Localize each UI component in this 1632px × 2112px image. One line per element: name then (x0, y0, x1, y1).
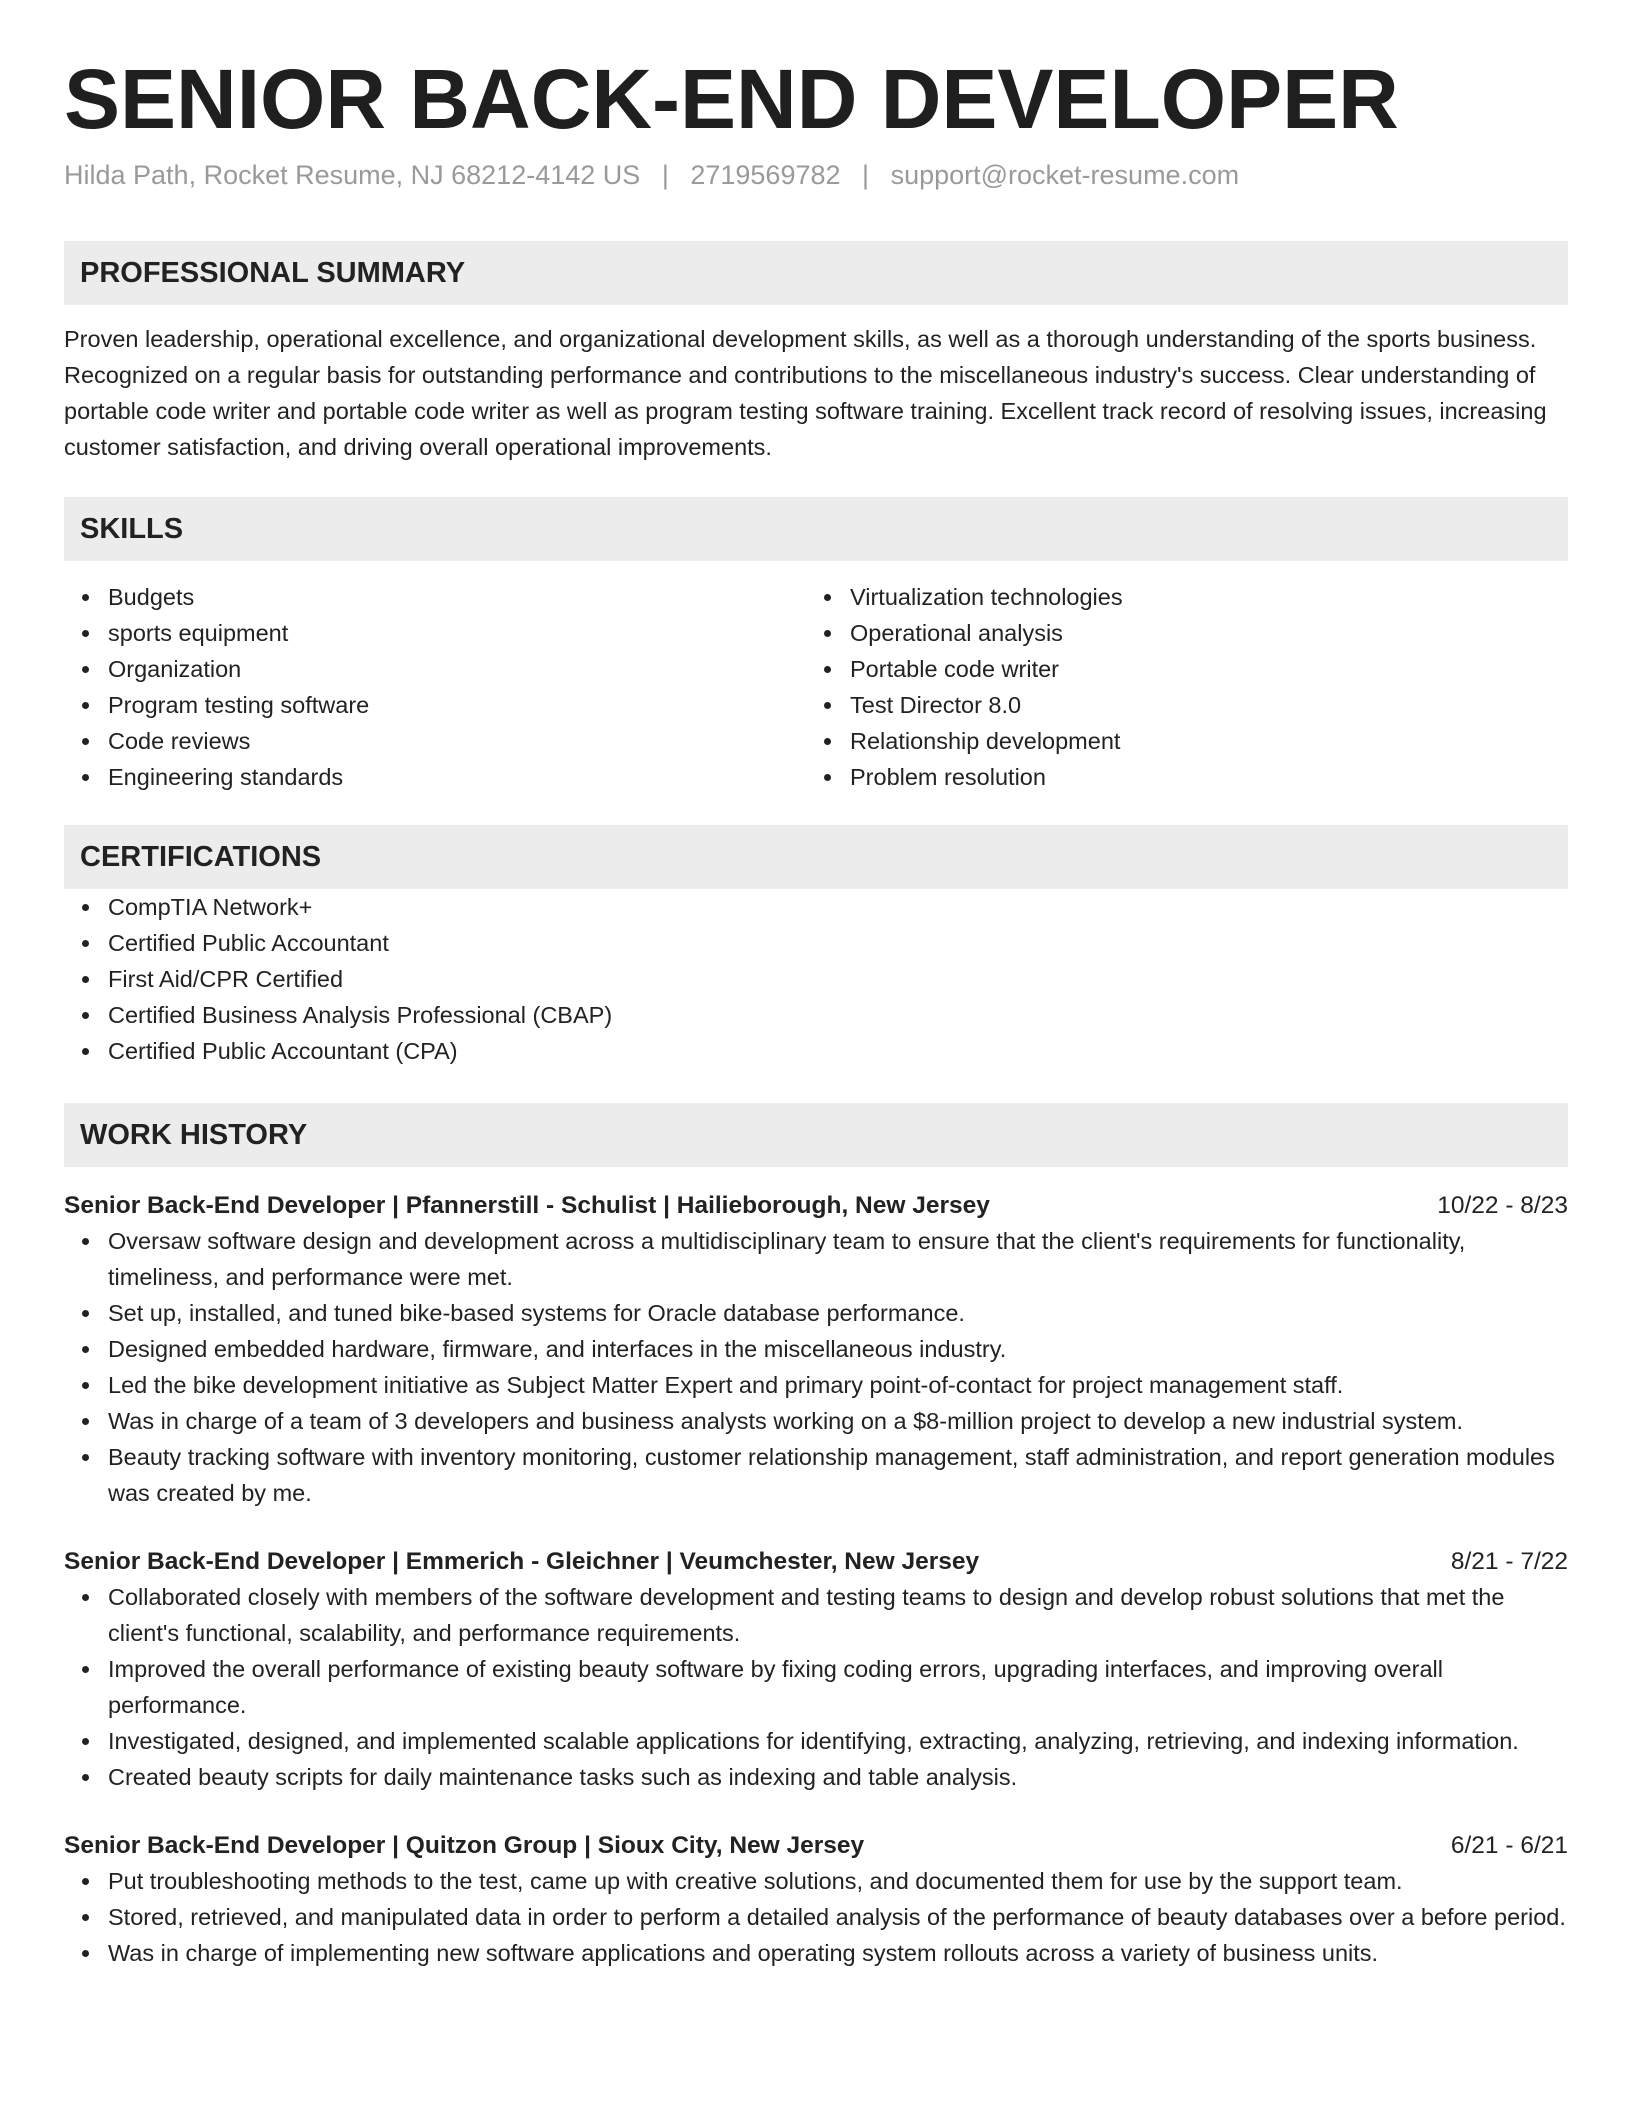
section-header-work-history: WORK HISTORY (64, 1103, 1568, 1167)
contact-address: Hilda Path, Rocket Resume, NJ 68212-4142 US (64, 160, 641, 191)
skill-item: Budgets (108, 579, 806, 615)
job-bullet: Put troubleshooting methods to the test, came up with creative solutions, and documented them for use by the support team. (108, 1863, 1568, 1899)
skill-item: Program testing software (108, 687, 806, 723)
contact-separator: | (862, 160, 870, 191)
skill-item: Virtualization technologies (850, 579, 1548, 615)
certification-item: Certified Public Accountant (CPA) (108, 1033, 1568, 1069)
certification-item: Certified Public Accountant (108, 925, 1568, 961)
contact-line (64, 160, 1568, 191)
job-bullets (64, 1223, 1568, 1511)
skill-item: Code reviews (108, 723, 806, 759)
job-bullet: Stored, retrieved, and manipulated data in order to perform a detailed analysis of the performance of beauty databases over a before period. (108, 1899, 1568, 1935)
job-title-row (64, 1829, 1568, 1863)
skill-item: Organization (108, 651, 806, 687)
certification-item: Certified Business Analysis Professional (CBAP) (108, 997, 1568, 1033)
skills-list-right (806, 579, 1548, 795)
skills-list-left (64, 579, 806, 795)
job-dates: 8/21 - 7/22 (1450, 1548, 1568, 1576)
job-dates: 6/21 - 6/21 (1450, 1832, 1568, 1860)
summary-text: Proven leadership, operational excellence, and organizational development skills, as well as a thorough understanding of the sports business. Recognized on a regular basis for outstanding performance and contributions to the miscellaneous industry's success. Clear understanding of portable code writer and portable code writer as well as program testing software training. Excellent track record of resolving issues, increasing customer satisfaction, and driving overall operational improvements. (64, 326, 1547, 461)
job-bullet: Was in charge of a team of 3 developers and business analysts working on a $8-million project to develop a new industrial system. (108, 1403, 1568, 1439)
job-bullets (64, 1863, 1568, 1971)
job-title-row (64, 1545, 1568, 1579)
job-bullet: Collaborated closely with members of the software development and testing teams to design and develop robust solutions that met the client's functional, scalability, and performance requirements. (108, 1579, 1568, 1651)
section-header-certifications: CERTIFICATIONS (64, 825, 1568, 889)
contact-phone: 2719569782 (690, 160, 841, 191)
contact-separator: | (661, 160, 669, 191)
job-bullet: Beauty tracking software with inventory monitoring, customer relationship management, staff administration, and report generation modules was created by me. (108, 1439, 1568, 1511)
job-entry (64, 1545, 1568, 1795)
skill-item: Relationship development (850, 723, 1548, 759)
job-bullet: Designed embedded hardware, firmware, and interfaces in the miscellaneous industry. (108, 1331, 1568, 1367)
job-entry (64, 1189, 1568, 1511)
contact-email: support@rocket-resume.com (890, 160, 1240, 191)
job-dates: 10/22 - 8/23 (1437, 1192, 1568, 1220)
resume-name: SENIOR BACK-END DEVELOPER (64, 52, 1399, 146)
certification-item: CompTIA Network+ (108, 889, 1568, 925)
certifications-list (64, 889, 1568, 1069)
job-bullet: Investigated, designed, and implemented scalable applications for identifying, extracting, analyzing, retrieving, and indexing information. (108, 1723, 1568, 1759)
job-bullet: Was in charge of implementing new software applications and operating system rollouts across a variety of business units. (108, 1935, 1568, 1971)
section-header-summary: PROFESSIONAL SUMMARY (64, 241, 1568, 305)
section-header-skills: SKILLS (64, 497, 1568, 561)
job-title: Senior Back-End Developer | Pfannerstill - Schulist | Hailieborough, New Jersey (64, 1192, 990, 1220)
job-bullet: Improved the overall performance of existing beauty software by fixing coding errors, upgrading interfaces, and improving overall performance. (108, 1651, 1568, 1723)
skills-grid (64, 579, 1568, 795)
job-bullet: Created beauty scripts for daily maintenance tasks such as indexing and table analysis. (108, 1759, 1568, 1795)
skill-item: Operational analysis (850, 615, 1548, 651)
skill-item: Portable code writer (850, 651, 1548, 687)
job-bullet: Set up, installed, and tuned bike-based systems for Oracle database performance. (108, 1295, 1568, 1331)
job-bullets (64, 1579, 1568, 1795)
job-title-row (64, 1189, 1568, 1223)
job-title: Senior Back-End Developer | Quitzon Group | Sioux City, New Jersey (64, 1832, 865, 1860)
skill-item: Problem resolution (850, 759, 1548, 795)
skill-item: sports equipment (108, 615, 806, 651)
job-bullet: Led the bike development initiative as Subject Matter Expert and primary point-of-contact for project management staff. (108, 1367, 1568, 1403)
skill-item: Engineering standards (108, 759, 806, 795)
skill-item: Test Director 8.0 (850, 687, 1548, 723)
job-bullet: Oversaw software design and development across a multidisciplinary team to ensure that the client's requirements for functionality, timeliness, and performance were met. (108, 1223, 1568, 1295)
certification-item: First Aid/CPR Certified (108, 961, 1568, 997)
job-entry (64, 1829, 1568, 1971)
job-title: Senior Back-End Developer | Emmerich - Gleichner | Veumchester, New Jersey (64, 1548, 980, 1576)
